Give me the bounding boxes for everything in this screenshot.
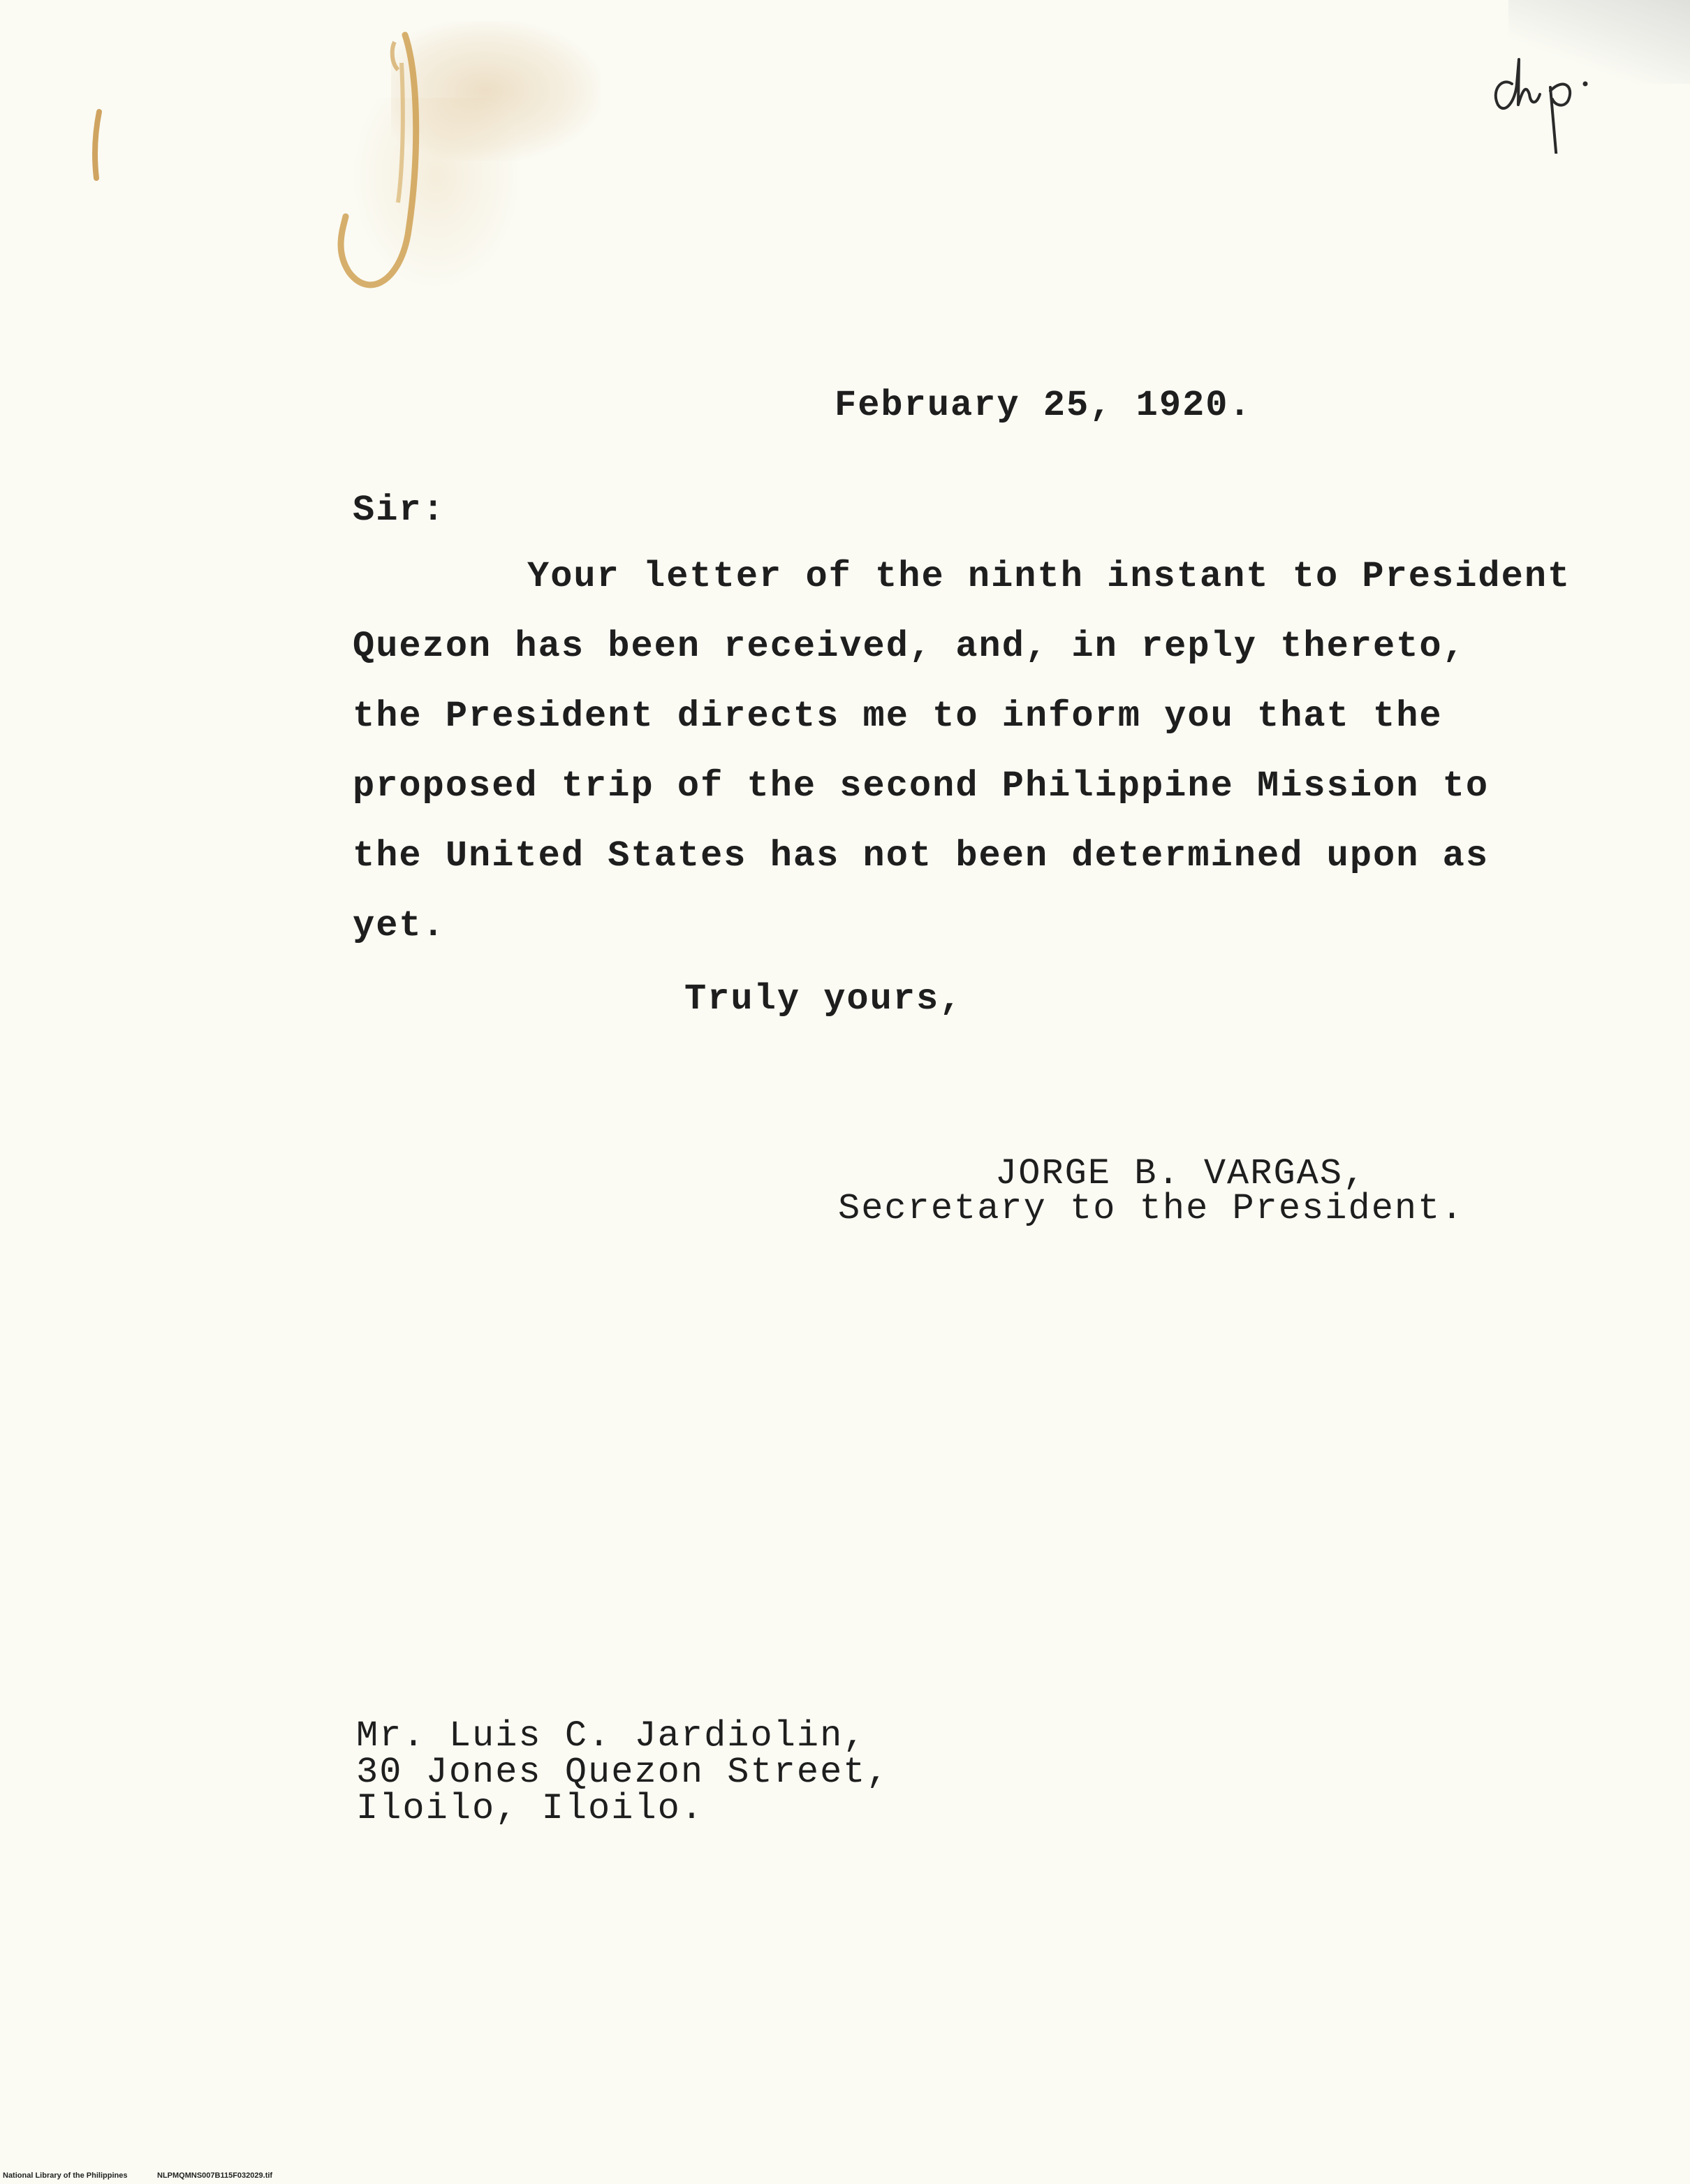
body-line-1: Your letter of the ninth instant to President (527, 556, 1571, 597)
body-line-2: Quezon has been received, and, in reply thereto, (353, 626, 1466, 667)
recipient-name: Mr. Luis C. Jardiolin, (356, 1715, 867, 1757)
water-stain (391, 21, 601, 161)
salutation: Sir: (353, 490, 446, 531)
body-line-4: proposed trip of the second Philippine Mission to (353, 765, 1490, 807)
body-line-6: yet. (353, 905, 446, 946)
footer-library: National Library of the Philippines (3, 2171, 128, 2180)
rust-mark-left (84, 105, 112, 189)
letter-date: February 25, 1920. (835, 385, 1252, 426)
paper-clip-rust-mark (321, 21, 447, 314)
signatory-name: JORGE B. VARGAS, (995, 1153, 1367, 1194)
signatory-title: Secretary to the President. (838, 1188, 1464, 1229)
body-line-3: the President directs me to inform you that the (353, 696, 1443, 737)
footer-filename: NLPMQMNS007B115F032029.tif (157, 2171, 273, 2180)
recipient-city: Iloilo, Iloilo. (356, 1788, 705, 1829)
water-stain-faint (349, 98, 524, 293)
closing: Truly yours, (684, 979, 963, 1020)
handwritten-dup-note (1487, 35, 1613, 154)
recipient-street: 30 Jones Quezon Street, (356, 1752, 890, 1793)
body-line-5: the United States has not been determined upon as (353, 835, 1490, 877)
scan-footer (0, 2163, 1690, 2184)
